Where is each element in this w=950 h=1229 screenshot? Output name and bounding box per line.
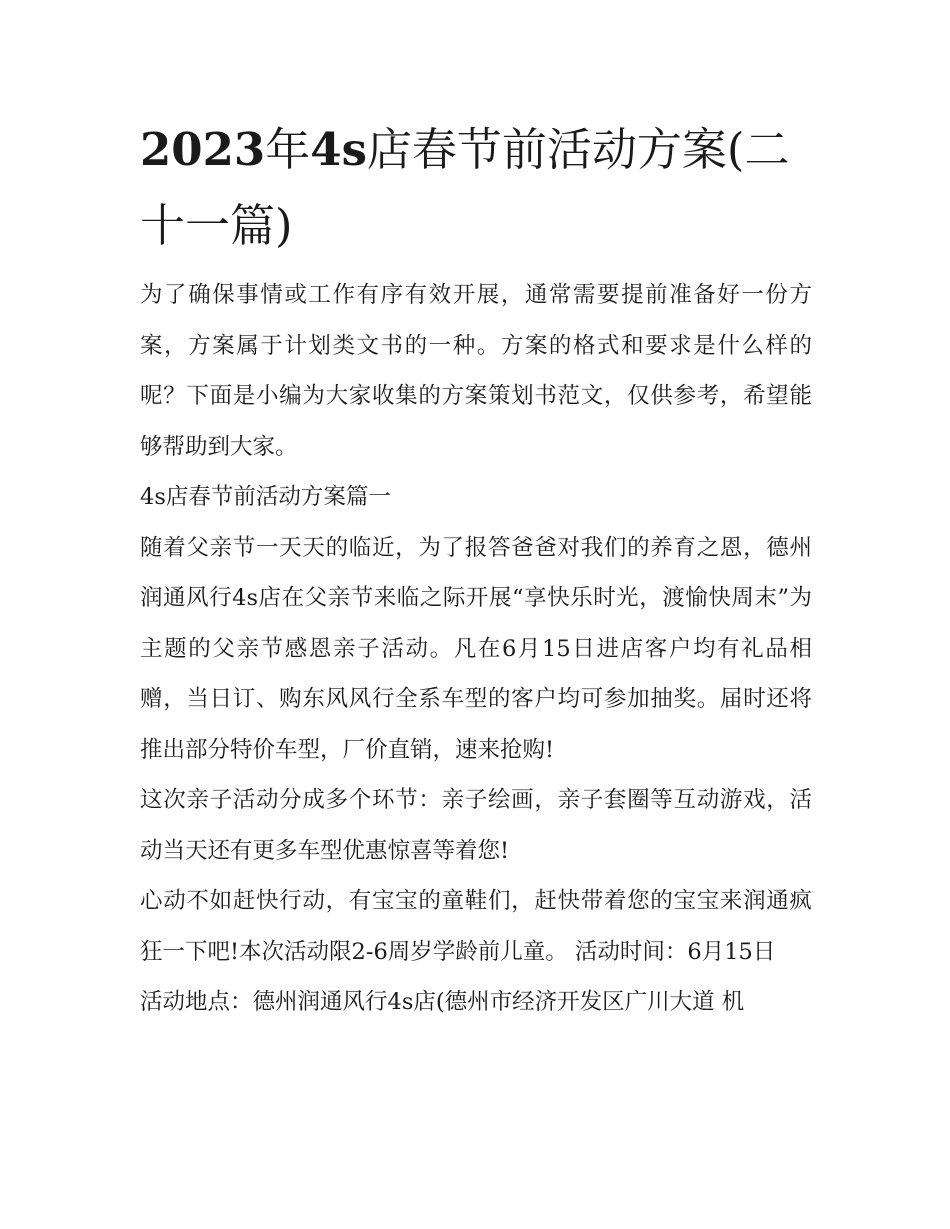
paragraph-1: 随着父亲节一天天的临近，为了报答爸爸对我们的养育之恩，德州润通风行4s店在父亲节来临之际开展“享快乐时光，渡愉快周末”为主题的父亲节感恩亲子活动。凡在6月15日进店客户均有礼品相赠，当日订、购东风风行全系车型的客户均可参加抽奖。届时还将推出部分特价车型，厂价直销，速来抢购!	[140, 534, 812, 763]
section-heading: 4s店春节前活动方案篇一	[140, 484, 391, 510]
title-4s: 4s	[310, 123, 367, 176]
intro-paragraph: 为了确保事情或工作有序有效开展，通常需要提前准备好一份方案，方案属于计划类文书的一种。方案的格式和要求是什么样的呢？下面是小编为大家收集的方案策划书范文，仅供参考，希望能够帮助到大家。	[140, 282, 812, 460]
paragraph-4: 活动地点：德州润通风行4s店(德州市经济开发区广川大道 机	[140, 989, 745, 1015]
title-year: 2023	[140, 123, 266, 176]
title-rest: 店春节前活动方案(二十一篇)	[140, 123, 790, 252]
paragraph-3: 心动不如赶快行动，有宝宝的童鞋们，赶快带着您的宝宝来润通疯狂一下吧!本次活动限2-6周岁学龄前儿童。 活动时间：6月15日	[140, 888, 812, 965]
paragraph-2: 这次亲子活动分成多个环节：亲子绘画，亲子套圈等互动游戏，活动当天还有更多车型优惠惊喜等着您!	[140, 787, 812, 864]
title-year-char: 年	[265, 123, 311, 176]
document-title	[140, 112, 812, 264]
document-body	[140, 270, 812, 1028]
document-page	[140, 112, 812, 1028]
